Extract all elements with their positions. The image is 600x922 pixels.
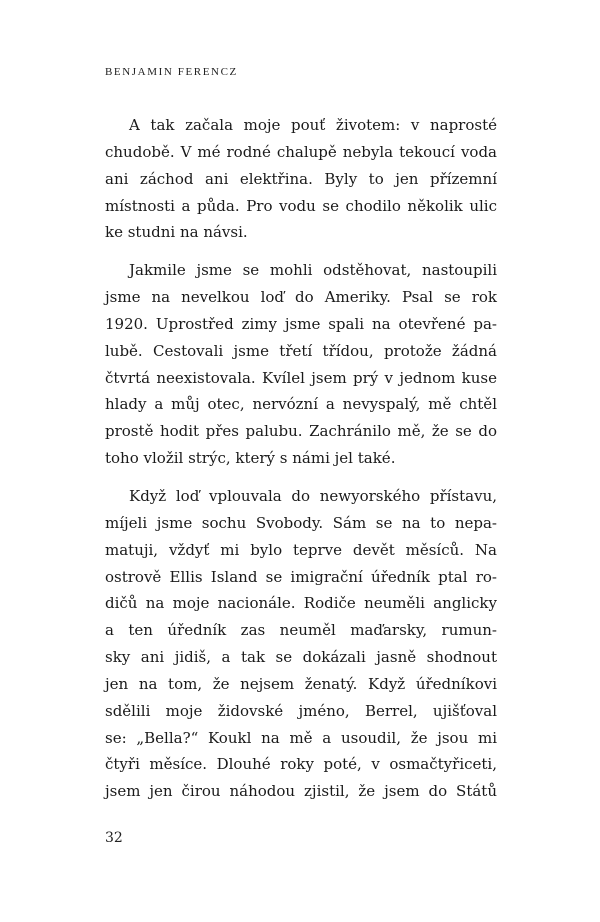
paragraph-1 — [105, 112, 497, 246]
text-line: míjeli jsme sochu Svobody. Sám se na to nepa- — [105, 513, 497, 532]
text-line: dičů na moje nacionále. Rodiče neuměli anglicky — [105, 594, 497, 613]
text-line: se: „Bella?“ Koukl na mě a usoudil, že jsou mi — [105, 728, 497, 747]
text-line: ke studni na návsi. — [105, 223, 248, 242]
text-line: ani záchod ani elektřina. Byly to jen přízemní — [105, 169, 497, 188]
text-line: lubě. Cestovali jsme třetí třídou, protože žádná — [105, 341, 497, 360]
body-text — [105, 112, 497, 816]
text-line: toho vložil strýc, který s námi jel také. — [105, 449, 396, 468]
paragraph-3 — [105, 483, 497, 805]
running-head: BENJAMIN FERENCZ — [105, 66, 238, 78]
text-line: A tak začala moje pouť životem: v naprosté — [129, 116, 497, 134]
paragraph-2 — [105, 257, 497, 472]
text-line: jen na tom, že nejsem ženatý. Když úředníkovi — [105, 674, 497, 693]
text-line: a ten úředník zas neuměl maďarsky, rumun- — [105, 621, 497, 640]
text-line: chudobě. V mé rodné chalupě nebyla tekoucí voda — [105, 142, 497, 161]
text-line: jsme na nevelkou loď do Ameriky. Psal se rok — [105, 288, 497, 307]
text-line: matuji, vždyť mi bylo teprve devět měsíců. Na — [105, 540, 497, 559]
text-line: čtvrtá neexistovala. Kvílel jsem prý v jednom kuse — [105, 368, 497, 387]
text-line: místnosti a půda. Pro vodu se chodilo několik ulic — [105, 196, 497, 215]
text-line: Jakmile jsme se mohli odstěhovat, nastoupili — [129, 261, 497, 280]
text-line: prostě hodit přes palubu. Zachránilo mě, že se do — [105, 422, 497, 441]
text-line: sky ani jidiš, a tak se dokázali jasně shodnout — [105, 648, 497, 667]
text-line: 1920. Uprostřed zimy jsme spali na otevřené pa- — [105, 314, 497, 333]
page-number: 32 — [105, 830, 123, 846]
text-line: ostrově Ellis Island se imigrační úředník ptal ro- — [105, 567, 497, 586]
text-line: jsem jen čirou náhodou zjistil, že jsem do Států — [105, 782, 497, 801]
text-line: hlady a můj otec, nervózní a nevyspalý, mě chtěl — [105, 395, 497, 414]
text-line: sdělili moje židovské jméno, Berrel, ujišťoval — [105, 701, 497, 720]
text-line: čtyři měsíce. Dlouhé roky poté, v osmačtyřiceti, — [105, 755, 497, 774]
text-line: Když loď vplouvala do newyorského přístavu, — [129, 486, 497, 505]
